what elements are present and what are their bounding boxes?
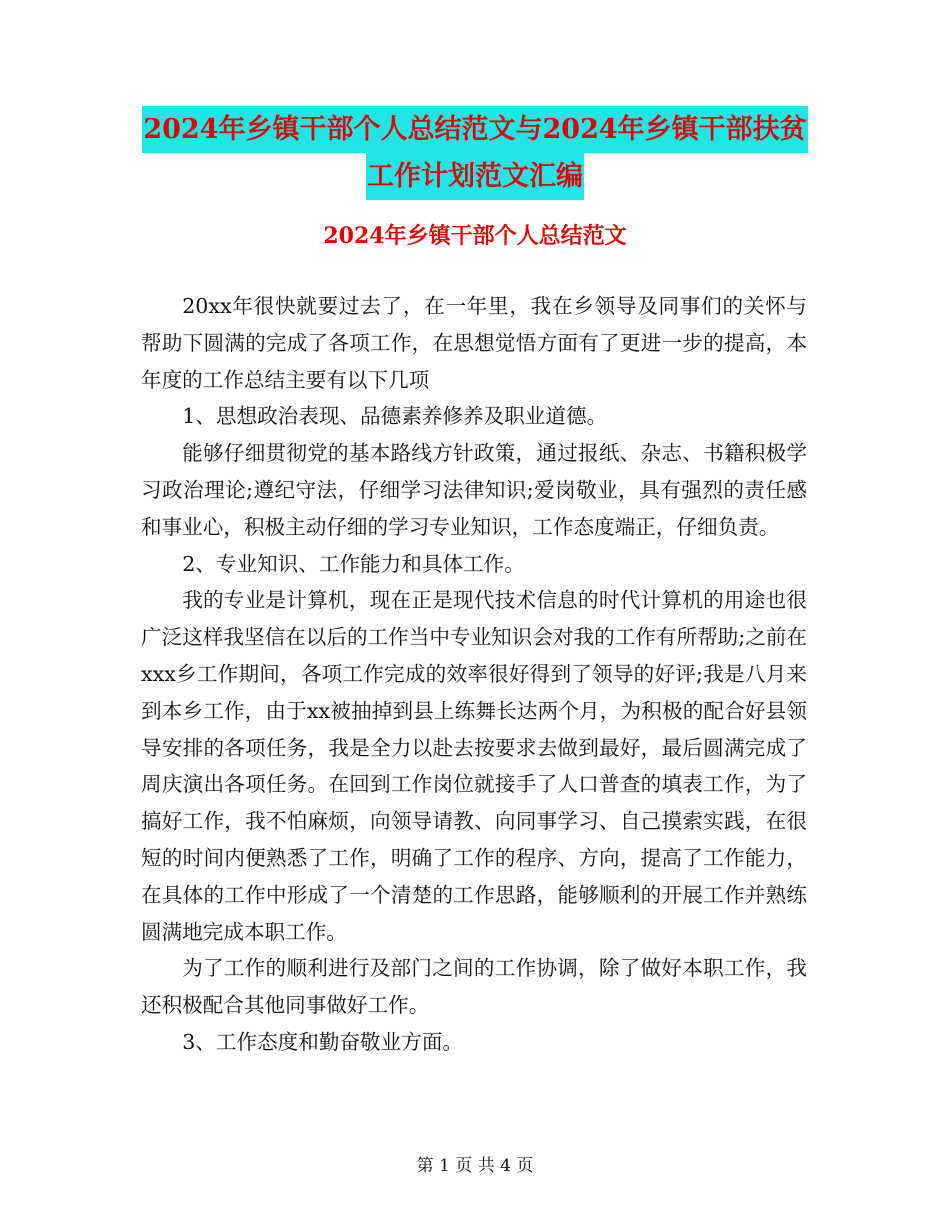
document-title-line-1: 2024年乡镇干部个人总结范文与2024年乡镇干部扶贫 — [142, 106, 807, 153]
heading-item-1: 1、思想政治表现、品德素养修养及职业道德。 — [182, 404, 608, 429]
paragraph-intro: 20xx年很快就要过去了，在一年里，我在乡领导及同事们的关怀与帮助下圆满的完成了各项工作，在思想觉悟方面有了更进一步的提高，本年度的工作总结主要有以下几项 — [141, 294, 807, 392]
document-title — [0, 106, 950, 200]
paragraph-item-2: 我的专业是计算机，现在正是现代技术信息的时代计算机的用途也很广泛这样我坚信在以后的工作当中专业知识会对我的工作有所帮助;之前在xxx乡工作期间，各项工作完成的效率很好得到了领导的好评;我是八月来到本乡工作，由于xx被抽掉到县上练舞长达两个月，为积极的配合好县领导安排的各项任务，我是全力以赴去按要求去做到最好，最后圆满完成了周庆演出各项任务。在回到工作岗位就接手了人口普查的填表工作，为了搞好工作，我不怕麻烦，向领导请教、向同事学习、自己摸索实践，在很短的时间内便熟悉了工作，明确了工作的程序、方向，提高了工作能力，在具体的工作中形成了一个清楚的工作思路，能够顺利的开展工作并熟练圆满地完成本职工作。 — [141, 588, 807, 944]
paragraph-cooperation: 为了工作的顺利进行及部门之间的工作协调，除了做好本职工作，我还积极配合其他同事做好工作。 — [141, 956, 807, 1018]
document-body — [141, 288, 807, 1061]
section-title: 2024年乡镇干部个人总结范文 — [323, 223, 627, 249]
document-title-line-2: 工作计划范文汇编 — [366, 153, 584, 200]
page-footer: 第 1 页 共 4 页 — [416, 1156, 534, 1176]
heading-item-3: 3、工作态度和勤奋敬业方面。 — [182, 1029, 464, 1054]
paragraph-item-1: 能够仔细贯彻党的基本路线方针政策，通过报纸、杂志、书籍积极学习政治理论;遵纪守法，仔细学习法律知识;爱岗敬业，具有强烈的责任感和事业心，积极主动仔细的学习专业知识，工作态度端正，仔细负责。 — [141, 441, 807, 539]
heading-item-2: 2、专业知识、工作能力和具体工作。 — [182, 551, 525, 576]
